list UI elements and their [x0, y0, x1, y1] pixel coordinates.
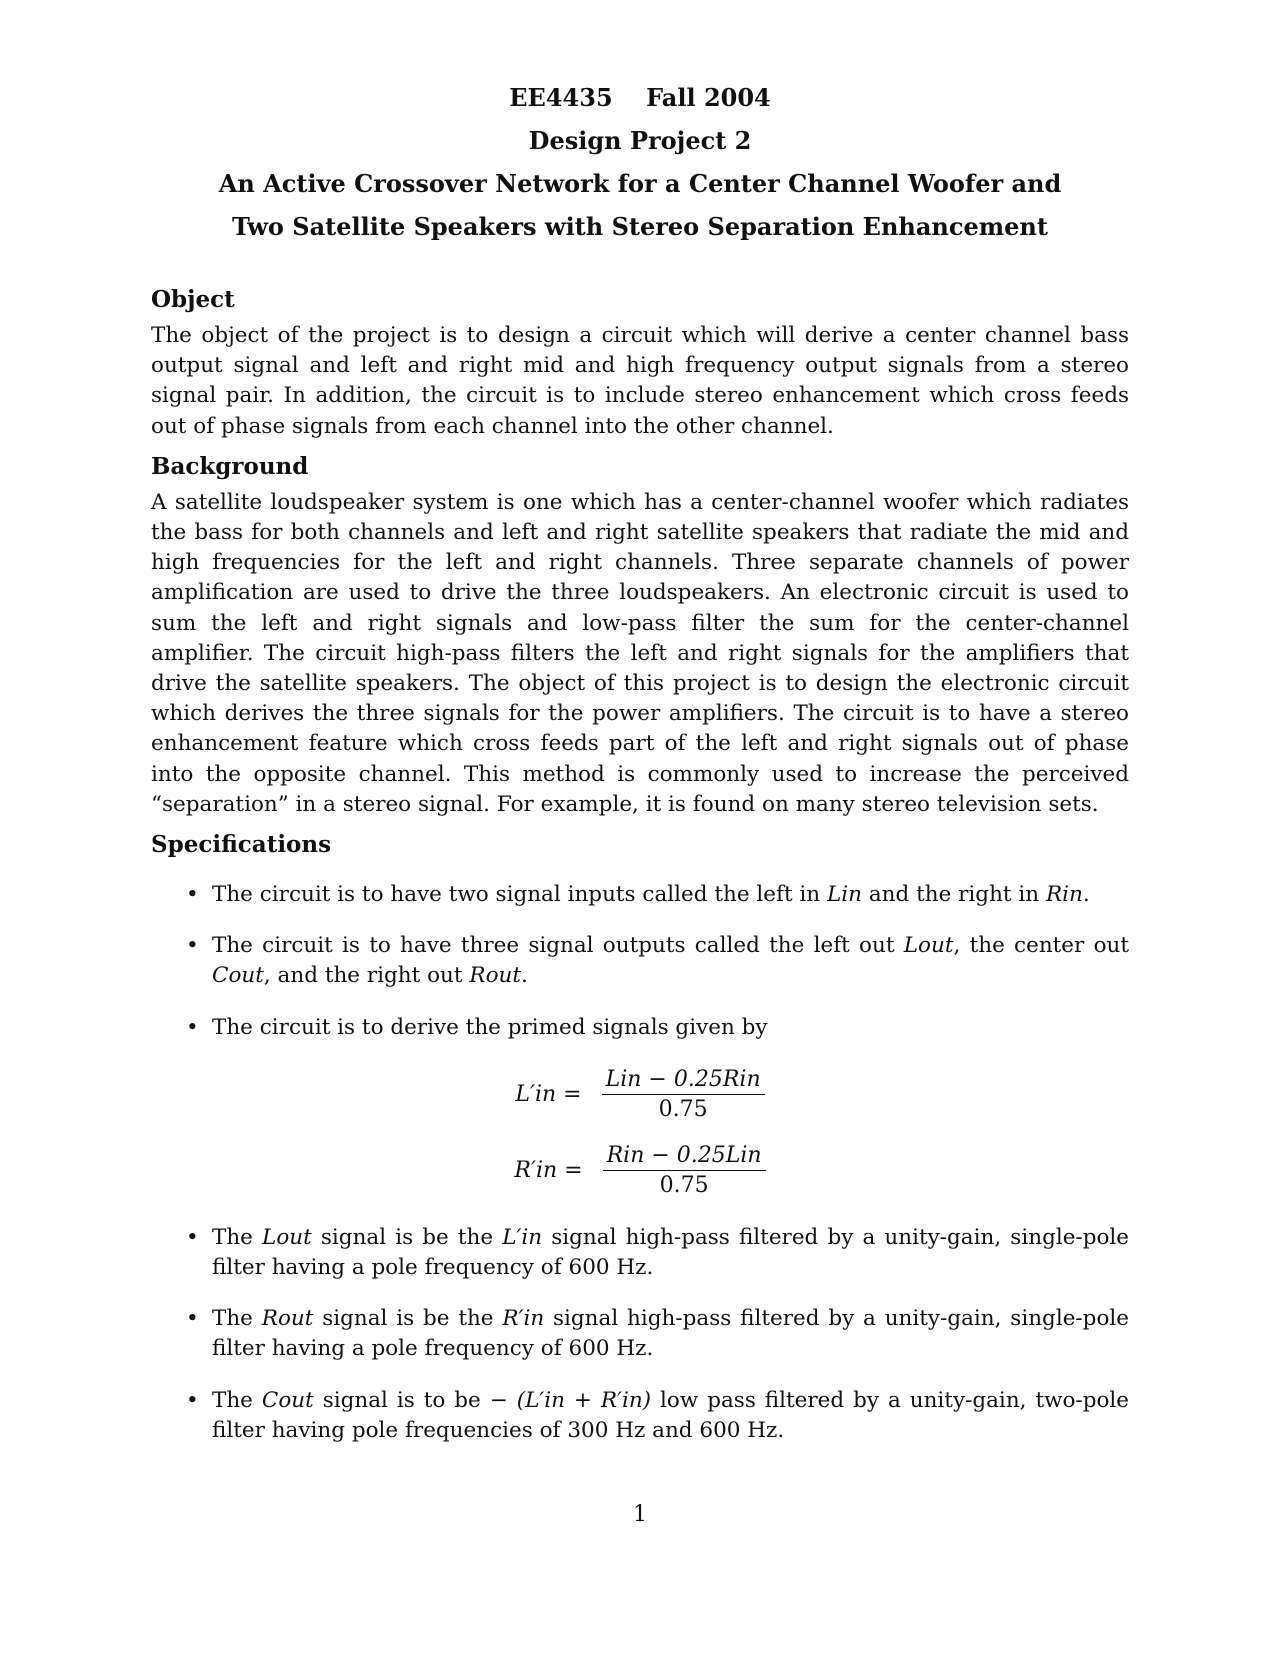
spec-item-outputs: • The circuit is to have three signal outputs called the left out Lout, the center out Cout, and the right out Rout.	[151, 931, 1129, 991]
equation-block	[151, 1057, 1129, 1209]
specifications-heading: Specifications	[151, 831, 332, 859]
math-rin: Rin	[1045, 882, 1083, 908]
fraction: $\frac{\text{Lin − 0.25Rin}}{0.75}$	[602, 1067, 765, 1122]
object-paragraph: The object of the project is to design a circuit which will derive a center channel bass output signal and left and right mid and high frequency output signals from a stereo signal pair. In addition, the circuit is to include stereo enhancement which cross feeds out of phase signals from each channel into the other channel.	[151, 323, 1129, 439]
background-heading: Background	[151, 452, 309, 480]
spec-item-rout-filter: • The Rout signal is be the R′in signal high-pass filtered by a unity-gain, single-pole filter having a pole frequency of 600 Hz.	[151, 1304, 1129, 1364]
page-number: 1	[633, 1502, 647, 1527]
document-header	[0, 76, 1280, 248]
project-title-line-1: An Active Crossover Network for a Center Channel Woofer and	[218, 169, 1062, 198]
project-title-line-2: Two Satellite Speakers with Stereo Separation Enhancement	[232, 212, 1048, 241]
background-paragraph: A satellite loudspeaker system is one which has a center-channel woofer which radiates the bass for both channels and left and right satellite speakers that radiate the mid and high frequencies for the left and right channels. Three separate channels of power amplification are used to drive the three loudspeakers. An electronic circuit is used to sum the left and right signals and low-pass filter the sum for the center-channel amplifier. The circuit high-pass filters the left and right signals for the amplifiers that drive the satellite speakers. The object of this project is to design the electronic circuit which derives the three signals for the power amplifiers. The circuit is to have a stereo enhancement feature which cross feeds part of the left and right signals out of phase into the opposite channel. This method is commonly used to increase the perceived “separation” in a stereo signal. For example, it is found on many stereo television sets.	[151, 489, 1129, 817]
spec-item-lout-filter: • The Lout signal is be the L′in signal high-pass filtered by a unity-gain, single-pole filter having a pole frequency of 600 Hz.	[151, 1223, 1129, 1283]
spec-item-inputs: • The circuit is to have two signal inputs called the left in Lin and the right in Rin.	[151, 880, 1129, 910]
fraction: $\frac{\text{Rin − 0.25Lin}}{0.75}$	[603, 1143, 766, 1198]
math-cout: Cout	[212, 963, 264, 989]
math-rout: Rout	[469, 963, 521, 989]
object-heading: Object	[151, 286, 235, 313]
project-number: Design Project 2	[528, 126, 752, 155]
specifications-list-continued	[151, 1223, 1129, 1446]
math-lin: Lin	[827, 882, 863, 908]
spec-item-cout-filter: • The Cout signal is to be − (L′in + R′in) low pass filtered by a unity-gain, two-pole filter having pole frequencies of 300 Hz and 600 Hz.	[151, 1386, 1129, 1446]
spec-item-primed-signals: • The circuit is to derive the primed signals given by	[151, 1013, 1129, 1043]
document-body	[151, 285, 1129, 1467]
equation-l-prime: L′in = $\frac{\text{Lin − 0.25Rin}}{0.75}$	[151, 1057, 1129, 1133]
specifications-list	[151, 880, 1129, 1043]
course-line: EE4435 Fall 2004	[509, 83, 771, 112]
math-lout: Lout	[903, 933, 954, 959]
equation-r-prime: R′in = $\frac{\text{Rin − 0.25Lin}}{0.75}$	[151, 1133, 1129, 1209]
